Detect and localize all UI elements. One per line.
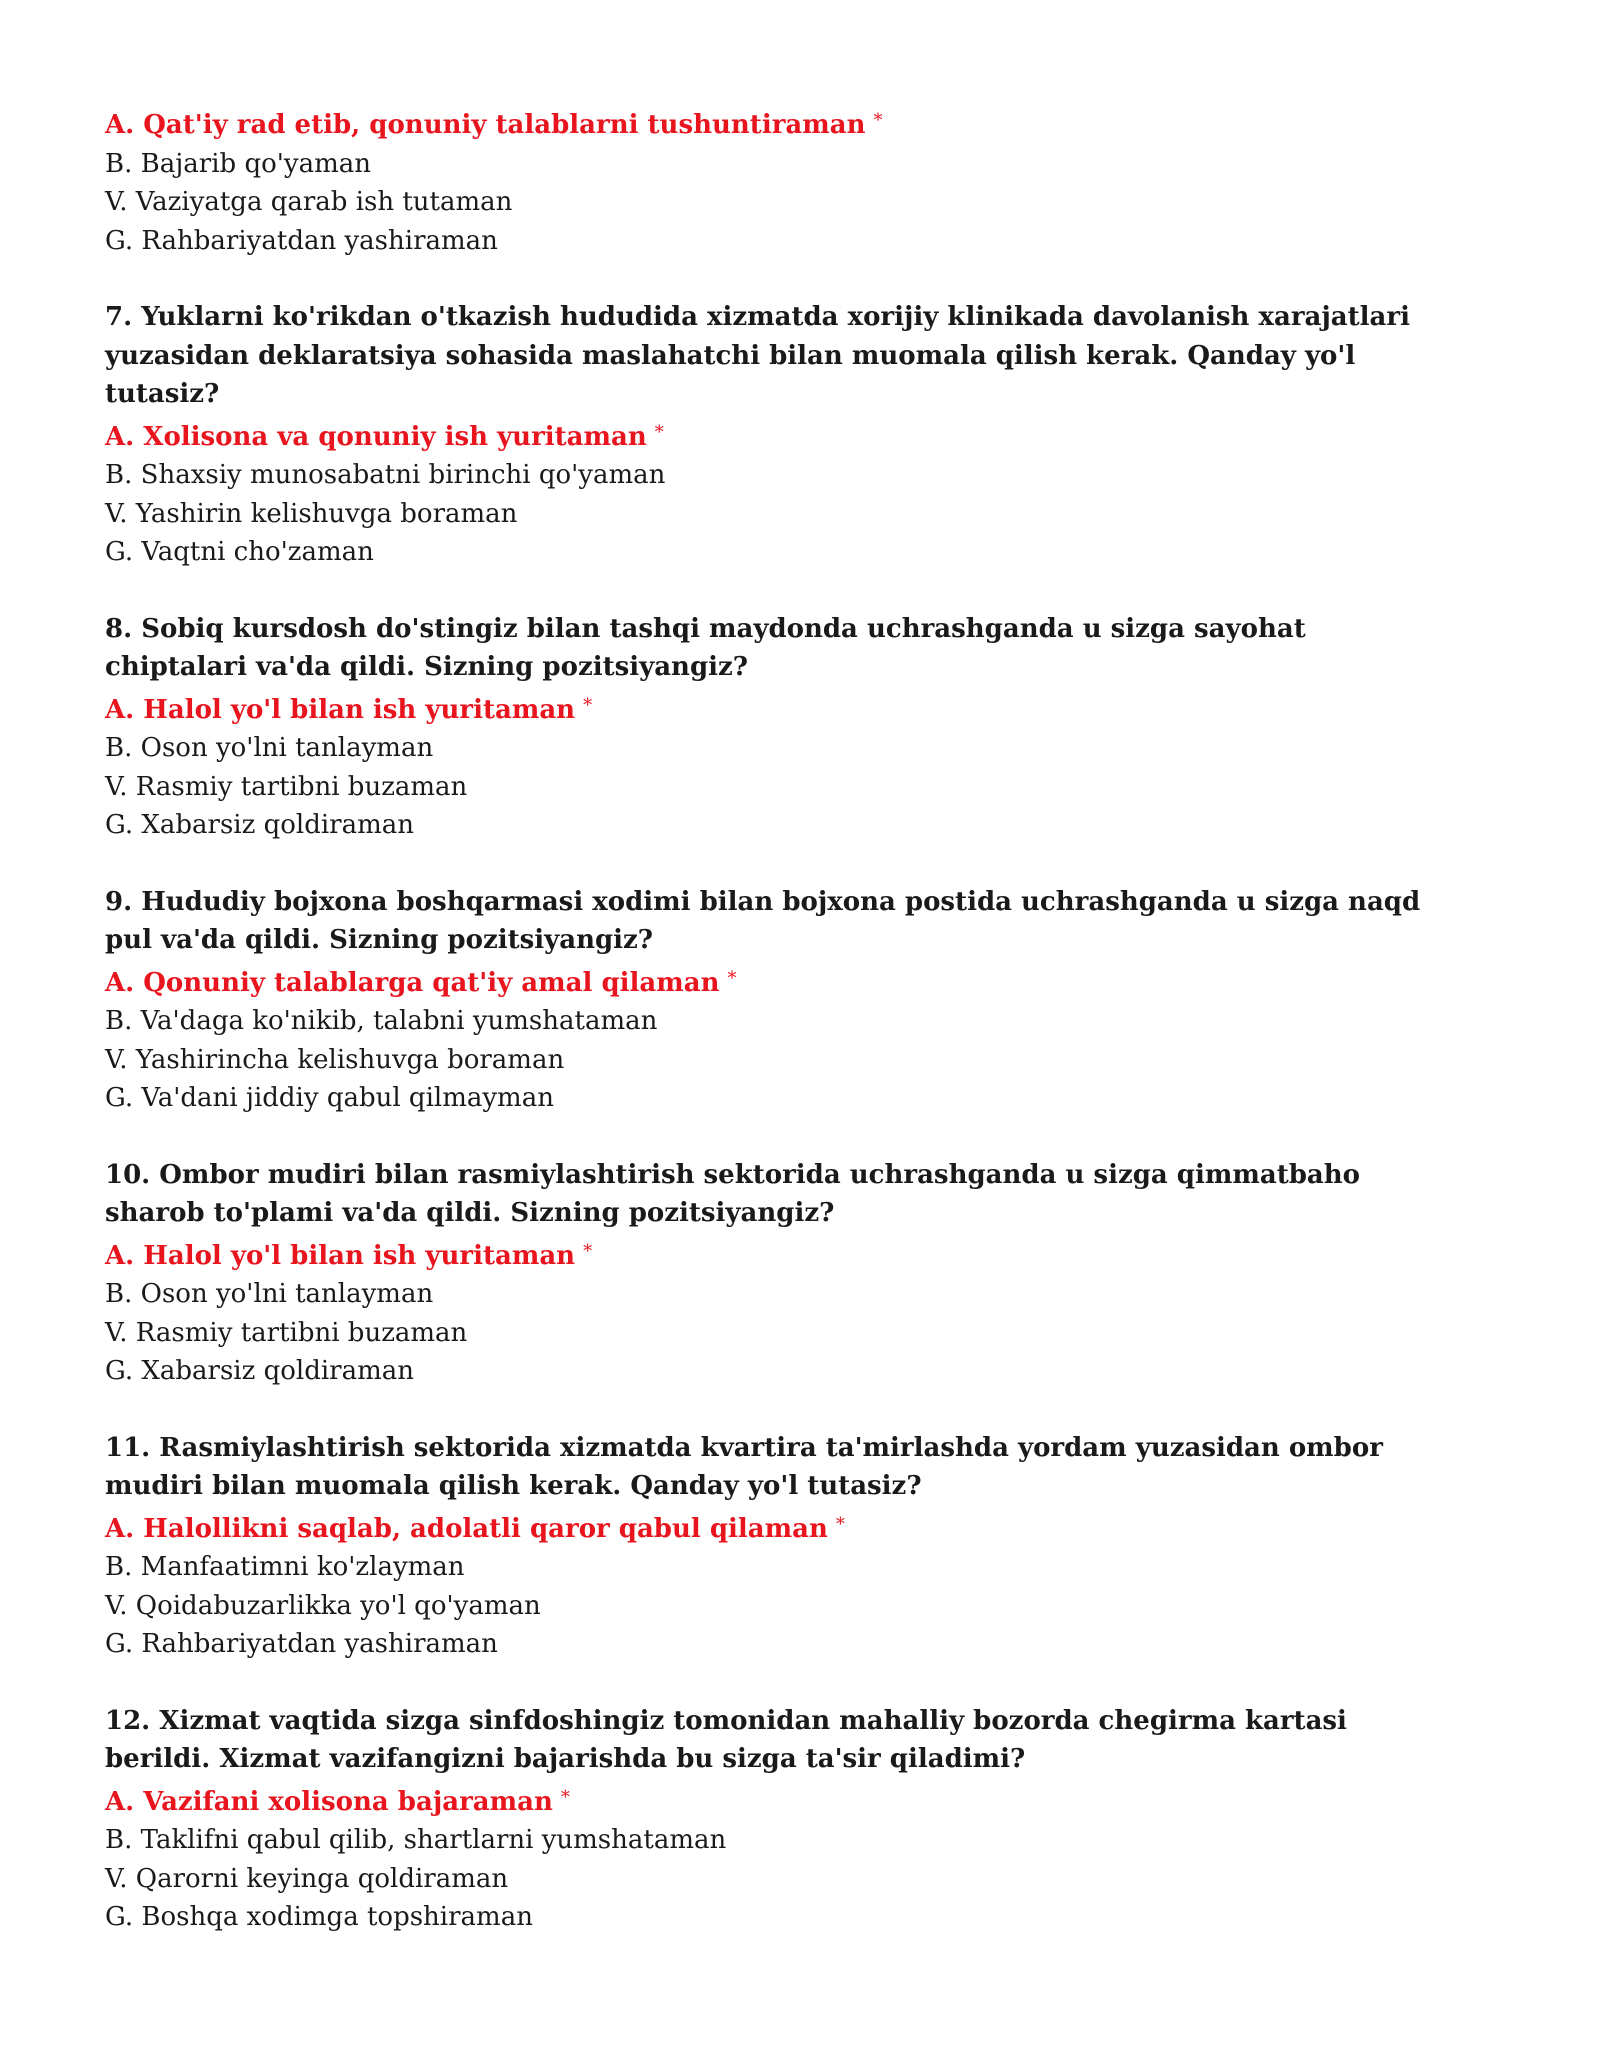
option-v: V. Rasmiy tartibni buzaman xyxy=(105,771,468,802)
correct-marker: * xyxy=(560,1786,570,1808)
question-text: 8. Sobiq kursdosh do'stingiz bilan tashqi maydonda uchrashganda u sizga sayohat chiptalari va'da qildi. Sizning pozitsiyangiz? xyxy=(105,613,1306,682)
correct-answer: A. Halol yo'l bilan ish yuritaman * xyxy=(105,1240,593,1271)
option-v: V. Qoidabuzarlikka yo'l qo'yaman xyxy=(105,1590,541,1621)
option-v: V. Yashirincha kelishuvga boraman xyxy=(105,1044,565,1075)
correct-answer: A. Xolisona va qonuniy ish yuritaman * xyxy=(105,421,664,452)
correct-marker: * xyxy=(583,1240,593,1262)
option-b: B. Bajarib qo'yaman xyxy=(105,148,371,179)
question-text: 7. Yuklarni ko'rikdan o'tkazish hududida xizmatda xorijiy klinikada davolanish xarajatlari yuzasidan deklaratsiya sohasida maslahatchi bilan muomala qilish kerak. Qanday yo'l tutasiz? xyxy=(105,302,1410,409)
correct-marker: * xyxy=(835,1513,845,1535)
option-b: B. Oson yo'lni tanlayman xyxy=(105,1279,434,1309)
question-block-9 xyxy=(105,883,1450,1118)
question-text: 10. Ombor mudiri bilan rasmiylashtirish sektorida uchrashganda u sizga qimmatbaho sharob to'plami va'da qildi. Sizning pozitsiyangiz? xyxy=(105,1159,1360,1228)
option-g: G. Xabarsiz qoldiraman xyxy=(105,810,414,840)
correct-marker: * xyxy=(654,421,664,443)
correct-answer: A. Halollikni saqlab, adolatli qaror qabul qilaman * xyxy=(105,1513,845,1544)
option-g: G. Vaqtni cho'zaman xyxy=(105,537,374,567)
question-block-10 xyxy=(105,1156,1450,1391)
option-b: B. Oson yo'lni tanlayman xyxy=(105,733,434,763)
option-v: V. Yashirin kelishuvga boraman xyxy=(105,498,518,529)
question-text: 12. Xizmat vaqtida sizga sinfdoshingiz tomonidan mahalliy bozorda chegirma kartasi berildi. Xizmat vazifangizni bajarishda bu sizga ta'sir qiladimi? xyxy=(105,1705,1347,1774)
option-g: G. Boshqa xodimga topshiraman xyxy=(105,1902,533,1932)
question-text: 11. Rasmiylashtirish sektorida xizmatda kvartira ta'mirlashda yordam yuzasidan ombor mudiri bilan muomala qilish kerak. Qanday yo'l tutasiz? xyxy=(105,1432,1383,1501)
option-g: G. Rahbariyatdan yashiraman xyxy=(105,1629,498,1659)
option-b: B. Manfaatimni ko'zlayman xyxy=(105,1552,465,1582)
question-block-11 xyxy=(105,1429,1450,1664)
question-block-12 xyxy=(105,1702,1450,1937)
option-g: G. Rahbariyatdan yashiraman xyxy=(105,225,498,256)
question-block-8 xyxy=(105,610,1450,845)
option-v: V. Vaziyatga qarab ish tutaman xyxy=(105,187,513,217)
question-block-6 xyxy=(105,102,1450,260)
option-b: B. Shaxsiy munosabatni birinchi qo'yaman xyxy=(105,460,666,490)
correct-answer: A. Vazifani xolisona bajaraman * xyxy=(105,1786,570,1817)
question-text: 9. Hududiy bojxona boshqarmasi xodimi bilan bojxona postida uchrashganda u sizga naqd pul va'da qildi. Sizning pozitsiyangiz? xyxy=(105,886,1421,955)
option-g: G. Va'dani jiddiy qabul qilmayman xyxy=(105,1083,554,1113)
correct-marker: * xyxy=(727,967,737,989)
option-v: V. Rasmiy tartibni buzaman xyxy=(105,1317,468,1348)
correct-answer: A. Qat'iy rad etib, qonuniy talablarni tushuntiraman * xyxy=(105,110,883,140)
correct-answer: A. Qonuniy talablarga qat'iy amal qilaman * xyxy=(105,967,737,998)
option-v: V. Qarorni keyinga qoldiraman xyxy=(105,1863,509,1894)
option-b: B. Taklifni qabul qilib, shartlarni yumshataman xyxy=(105,1825,727,1855)
question-block-7 xyxy=(105,298,1450,572)
correct-marker: * xyxy=(873,110,883,131)
option-g: G. Xabarsiz qoldiraman xyxy=(105,1356,414,1386)
correct-answer: A. Halol yo'l bilan ish yuritaman * xyxy=(105,694,593,725)
option-b: B. Va'daga ko'nikib, talabni yumshataman xyxy=(105,1006,658,1036)
correct-marker: * xyxy=(583,694,593,716)
